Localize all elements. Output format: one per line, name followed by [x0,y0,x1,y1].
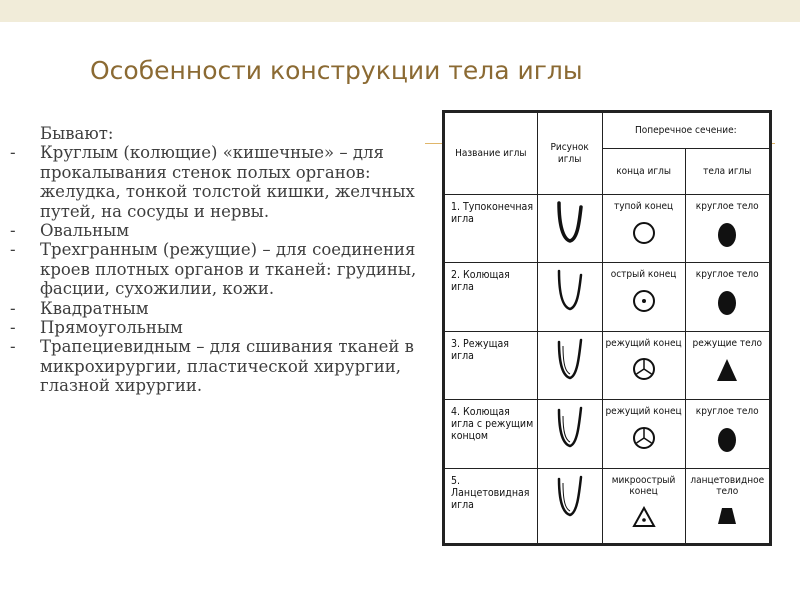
dash-marker: - [10,221,16,241]
circle-y-icon [632,357,656,381]
header-section: Поперечное сечение: [602,113,769,149]
needle-picture [537,331,602,399]
body-cell [685,468,770,543]
needle-picture [537,400,602,468]
needle-table [442,110,772,546]
bullet-icon [8,124,40,143]
body-label: круглое тело [695,406,759,418]
body-cell [685,331,770,399]
needle-curve-icon [555,201,585,245]
filled-ellipse-icon [716,289,738,317]
body-cell [685,195,770,263]
needle-curve-icon [555,406,585,450]
header-picture: Рисунок иглы [537,113,602,195]
filled-ellipse-icon [716,426,738,454]
list-item [8,318,448,337]
list-item-text: Круглым (колющие) «кишечные» – для прокалывания стенок полых органов: желудка, тонкой толстой кишки, желчных путей, на сосуды и нервы. [40,143,415,221]
tip-label: режущий конец [605,337,682,349]
tip-label: микроострый конец [611,474,676,498]
body-label: ланцетовидное тело [690,474,765,498]
list-item [8,143,448,221]
needle-curve-icon [555,475,585,519]
body-label: режущие тело [692,337,762,349]
needle-picture [537,468,602,543]
needle-name: 2. Колющая игла [445,263,538,331]
body-label: круглое тело [695,269,759,281]
table-row [445,468,770,543]
filled-triangle-icon [715,357,739,383]
list-item [8,221,448,240]
needle-name: 1. Тупоконечная игла [445,195,538,263]
tip-label: режущий конец [605,406,682,418]
tip-cell [602,468,685,543]
dash-marker: - [10,143,16,163]
tip-cell [602,400,685,468]
table-row [445,195,770,263]
filled-trapezoid-icon [716,506,738,526]
dash-marker: - [10,318,16,338]
list-item-text: Трапециевидным – для сшивания тканей в микрохирургии, пластической хирургии, глазной хирургии. [40,337,414,396]
triangle-dot-icon [632,506,656,528]
tip-cell [602,195,685,263]
needle-picture [537,195,602,263]
list-item-text: Квадратным [40,298,149,318]
circle-dot-icon [632,289,656,313]
needle-name: 5. Ланцетовидная игла [445,468,538,543]
needle-curve-icon [555,338,585,382]
table-row [445,263,770,331]
filled-ellipse-icon [716,221,738,249]
list-item [8,299,448,318]
needle-picture [537,263,602,331]
text-block [8,124,448,396]
list-item-text: Овальным [40,221,130,241]
dash-marker: - [10,337,16,357]
needle-curve-icon [555,269,585,313]
intro-line [8,124,448,143]
circle-y-icon [632,426,656,450]
tip-label: тупой конец [613,201,674,212]
tip-label: острый конец [610,269,677,281]
dash-marker: - [10,298,16,318]
header-name: Название иглы [445,113,538,195]
list-item [8,240,448,298]
table-row [445,400,770,468]
header-body: тела иглы [685,149,770,195]
circle-icon [632,221,656,245]
dash-marker: - [10,240,16,260]
slide-title: Особенности конструкции тела иглы [90,56,583,85]
tip-cell [602,263,685,331]
body-cell [685,263,770,331]
body-cell [685,400,770,468]
body-label: круглое тело [695,201,759,212]
table-row [445,331,770,399]
list-item-text: Прямоугольным [40,318,183,338]
tip-cell [602,331,685,399]
top-band [0,0,800,22]
header-tip: конца иглы [602,149,685,195]
list-item [8,337,448,395]
intro-text: Бывают: [40,124,114,143]
needle-name: 4. Колющая игла с режущим концом [445,400,538,468]
needle-name: 3. Режущая игла [445,331,538,399]
list-item-text: Трехгранным (режущие) – для соединения кроев плотных органов и тканей: грудины, фасции, сухожилии, кожи. [40,240,417,299]
